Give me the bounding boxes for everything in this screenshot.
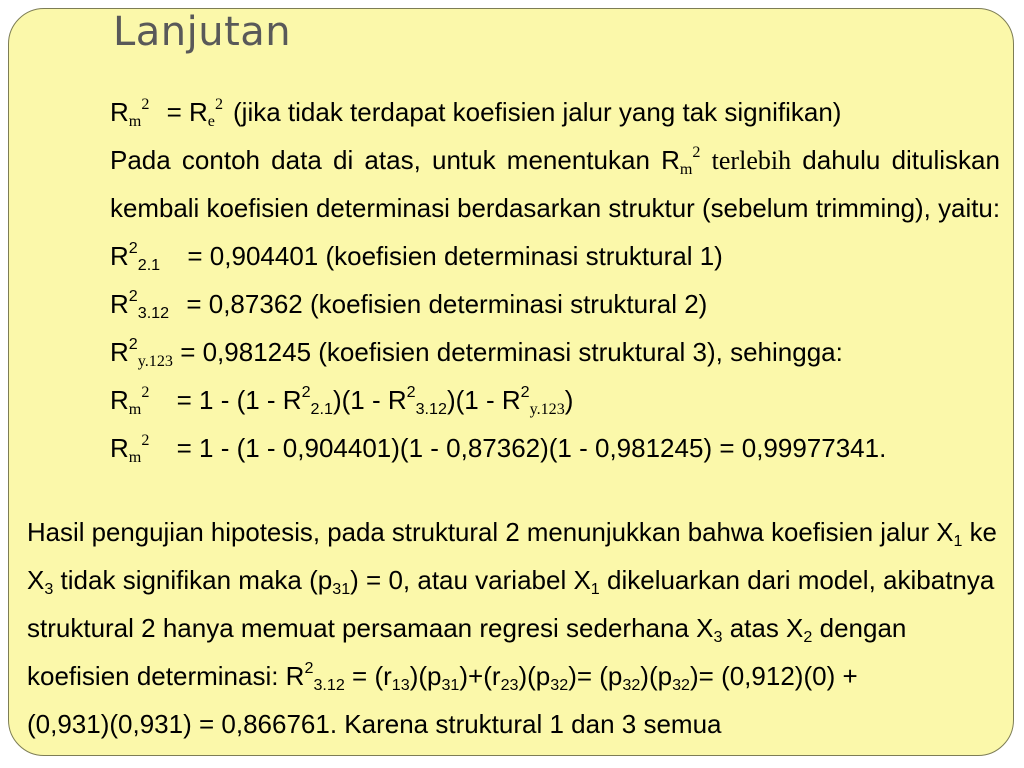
r2-struct3-line: $R^2_{y.123} = 0,981245$ (koefisien determinasi struktural 3), sehingga: [110,334,843,370]
paragraph-line: struktural 2 hanya memuat persamaan regresi sederhana $X_3$ atas $X_2$ dengan [27,613,907,646]
paragraph-line: koefisien determinasi: $R^2_{3.12} = (r_{13})(p_{31})+(r_{23})(p_{32})= (p_{32})(p_{32})= (0,912)(0)$ + [27,658,858,694]
formula-block [110,88,1000,472]
rm-formula-line: $R_m^2 = 1 - (1 - R^2_{2.1})(1 - R^2_{3.12})(1 - R^2_{y.123})$ [110,382,574,418]
condition-note: (jika tidak terdapat koefisien jalur yang tak signifikan) [233,97,842,127]
paragraph-line: $X_3$ tidak signifikan maka $(p_{31}) = 0$, atau variabel $X_1$ dikeluarkan dari model, akibatnya [27,565,995,598]
intro-line-2: kembali koefisien determinasi berdasarkan struktur (sebelum trimming), yaitu: [110,193,1001,223]
r2-struct1-line: $R^2_{2.1} = 0,904401$ (koefisien determinasi struktural 1) [110,238,723,274]
paragraph-line: Hasil pengujian hipotesis, pada struktural 2 menunjukkan bahwa koefisien jalur $X_1$ ke [27,517,997,550]
rm-equals-re-line: $R_m^2 = R_e^2$ (jika tidak terdapat koefisien jalur yang tak signifikan) [110,95,842,130]
hypothesis-paragraph [27,508,997,748]
r2-struct2-line: $R^2_{3.12} = 0,87362$ (koefisien determinasi struktural 2) [110,286,708,322]
paragraph-line: (0,931)(0,931) = 0,866761. Karena struktural 1 dan 3 semua [27,709,722,739]
rm-result-line: $R_m^2 = 1 - (1 - 0,904401)(1 - 0,87362)(1 - 0,981245) = 0,99977341$. [110,431,887,466]
slide-title: Lanjutan [113,9,292,55]
intro-line: Pada contoh data di atas, untuk menentukan $R_m^2$ terlebih dahulu dituliskan [110,143,1000,178]
